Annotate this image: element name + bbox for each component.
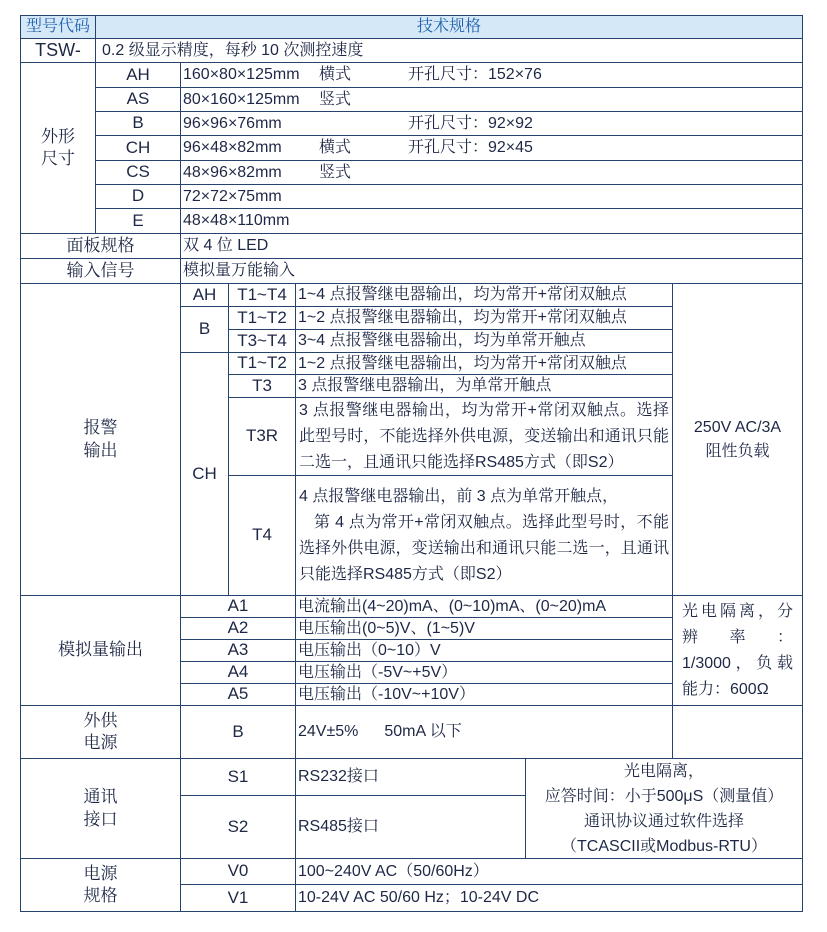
alarm-description: 3 点报警继电器输出，为单常开触点 <box>296 375 672 397</box>
input-value: 模拟量万能输入 <box>181 259 802 283</box>
input-label: 输入信号 <box>21 259 180 283</box>
alarm-description: 1~2 点报警继电器输出，均为常开+常闭双触点 <box>296 353 672 374</box>
comm-code: S2 <box>181 796 295 858</box>
shape-dimensions: 48×48×110mm <box>183 212 290 230</box>
comm-code: S1 <box>181 759 295 795</box>
shape-code: E <box>96 209 180 233</box>
analog-code: A3 <box>181 640 295 661</box>
shape-size-row <box>181 63 802 87</box>
alarm-label: 报警 输出 <box>21 284 180 595</box>
model-code: TSW- <box>21 39 95 62</box>
alarm-terminal: T3 <box>229 375 295 397</box>
analog-description: 电压输出（0~10）V <box>296 640 672 661</box>
analog-code: A2 <box>181 618 295 639</box>
alarm-terminal: T4 <box>229 476 295 595</box>
comm-description: RS485接口 <box>296 796 525 858</box>
alarm-model-code: B <box>181 307 228 352</box>
analog-code: A5 <box>181 684 295 705</box>
supply-code: B <box>181 706 295 758</box>
alarm-terminal: T1~T2 <box>229 307 295 329</box>
alarm-description: 1~2 点报警继电器输出，均为常开+常闭双触点 <box>296 307 672 329</box>
alarm-contact-rating: 250V AC/3A 阻性负载 <box>673 284 802 595</box>
shape-dimensions: 96×48×82mm <box>183 139 282 157</box>
analog-description: 电流输出(4~20)mA、(0~10)mA、(0~20)mA <box>296 596 672 617</box>
analog-description: 电压输出（-10V~+10V） <box>296 684 672 705</box>
shape-dimensions: 160×80×125mm <box>183 66 300 84</box>
panel-value: 双 4 位 LED <box>181 234 802 258</box>
shape-code: CS <box>96 161 180 184</box>
shape-dimensions: 48×96×82mm <box>183 163 282 181</box>
alarm-description-cell <box>296 398 672 475</box>
comm-description: RS232接口 <box>296 759 525 795</box>
comm-note: 光电隔离， 应答时间：小于500μS（测量值） 通讯协议通过软件选择 （TCASCII或Modbus-RTU） <box>526 759 802 858</box>
shape-size-row <box>181 185 802 208</box>
shape-orientation: 横式 <box>319 139 352 157</box>
shape-size-row <box>181 161 802 184</box>
power-code: V1 <box>181 885 295 911</box>
analog-description: 电压输出(0~5)V、(1~5)V <box>296 618 672 639</box>
analog-code: A4 <box>181 662 295 683</box>
header-spec-label: 技术规格 <box>96 16 802 38</box>
shape-orientation: 横式 <box>319 66 352 84</box>
shape-code: D <box>96 185 180 208</box>
analog-label: 模拟量输出 <box>21 596 180 705</box>
analog-note-cell <box>673 596 802 705</box>
supply-label: 外供 电源 <box>21 706 180 758</box>
shape-cutout: 开孔尺寸：92×45 <box>408 139 533 157</box>
supply-current: 50mA 以下 <box>384 723 462 741</box>
shape-code: AS <box>96 88 180 111</box>
analog-note: 光电隔离，分辨率：1/3000，负载能力：600Ω <box>682 602 793 698</box>
power-label: 电源 规格 <box>21 859 180 911</box>
analog-code: A1 <box>181 596 295 617</box>
alarm-model-code: AH <box>181 284 228 306</box>
shape-dimensions: 96×96×76mm <box>183 114 282 132</box>
shape-cutout: 开孔尺寸：92×92 <box>408 114 533 132</box>
shape-orientation: 竖式 <box>319 163 352 181</box>
alarm-description: 4 点报警继电器输出，前 3 点为单常开触点， <box>299 487 619 505</box>
shape-cutout: 开孔尺寸：152×76 <box>408 66 542 84</box>
analog-description: 电压输出（-5V~+5V） <box>296 662 672 683</box>
shape-code: AH <box>96 63 180 87</box>
supply-value <box>296 706 672 758</box>
shape-size-row <box>181 209 802 233</box>
shape-size-row <box>181 136 802 160</box>
supply-voltage: 24V±5% <box>298 723 359 741</box>
comm-label: 通讯 接口 <box>21 759 180 858</box>
shape-code: B <box>96 112 180 135</box>
alarm-description-cell <box>296 476 672 595</box>
alarm-terminal: T1~T4 <box>229 284 295 306</box>
power-code: V0 <box>181 859 295 884</box>
shape-code: CH <box>96 136 180 160</box>
alarm-description-continued: 第 4 点为常开+常闭双触点。选择此型号时，不能选择外供电源，变送输出和通讯只能二选一，且通讯只能选择RS485方式（即S2） <box>299 513 669 583</box>
power-description: 10-24V AC 50/60 Hz；10-24V DC <box>296 885 802 911</box>
model-description: 0.2 级显示精度，每秒 10 次测控速度 <box>96 39 802 62</box>
alarm-terminal: T3R <box>229 398 295 475</box>
supply-note-empty <box>673 706 802 758</box>
shape-dimensions: 80×160×125mm <box>183 90 300 108</box>
header-model-code-label: 型号代码 <box>21 16 95 38</box>
shape-size-row <box>181 88 802 111</box>
alarm-description: 1~4 点报警继电器输出，均为常开+常闭双触点 <box>296 284 672 306</box>
shape-orientation: 竖式 <box>319 90 352 108</box>
shape-dimensions: 72×72×75mm <box>183 187 282 205</box>
panel-label: 面板规格 <box>21 234 180 258</box>
alarm-terminal: T1~T2 <box>229 353 295 374</box>
shape-size-row <box>181 112 802 135</box>
power-description: 100~240V AC（50/60Hz） <box>296 859 802 884</box>
alarm-model-code: CH <box>181 353 228 595</box>
spec-table <box>20 15 803 912</box>
alarm-description: 3 点报警继电器输出，均为常开+常闭双触点。选择此型号时，不能选择外供电源，变送输出和通讯只能二选一，且通讯只能选择RS485方式（即S2） <box>299 401 669 471</box>
alarm-terminal: T3~T4 <box>229 330 295 352</box>
shape-size-label: 外形 尺寸 <box>21 63 95 233</box>
alarm-description: 3~4 点报警继电器输出，均为单常开触点 <box>296 330 672 352</box>
